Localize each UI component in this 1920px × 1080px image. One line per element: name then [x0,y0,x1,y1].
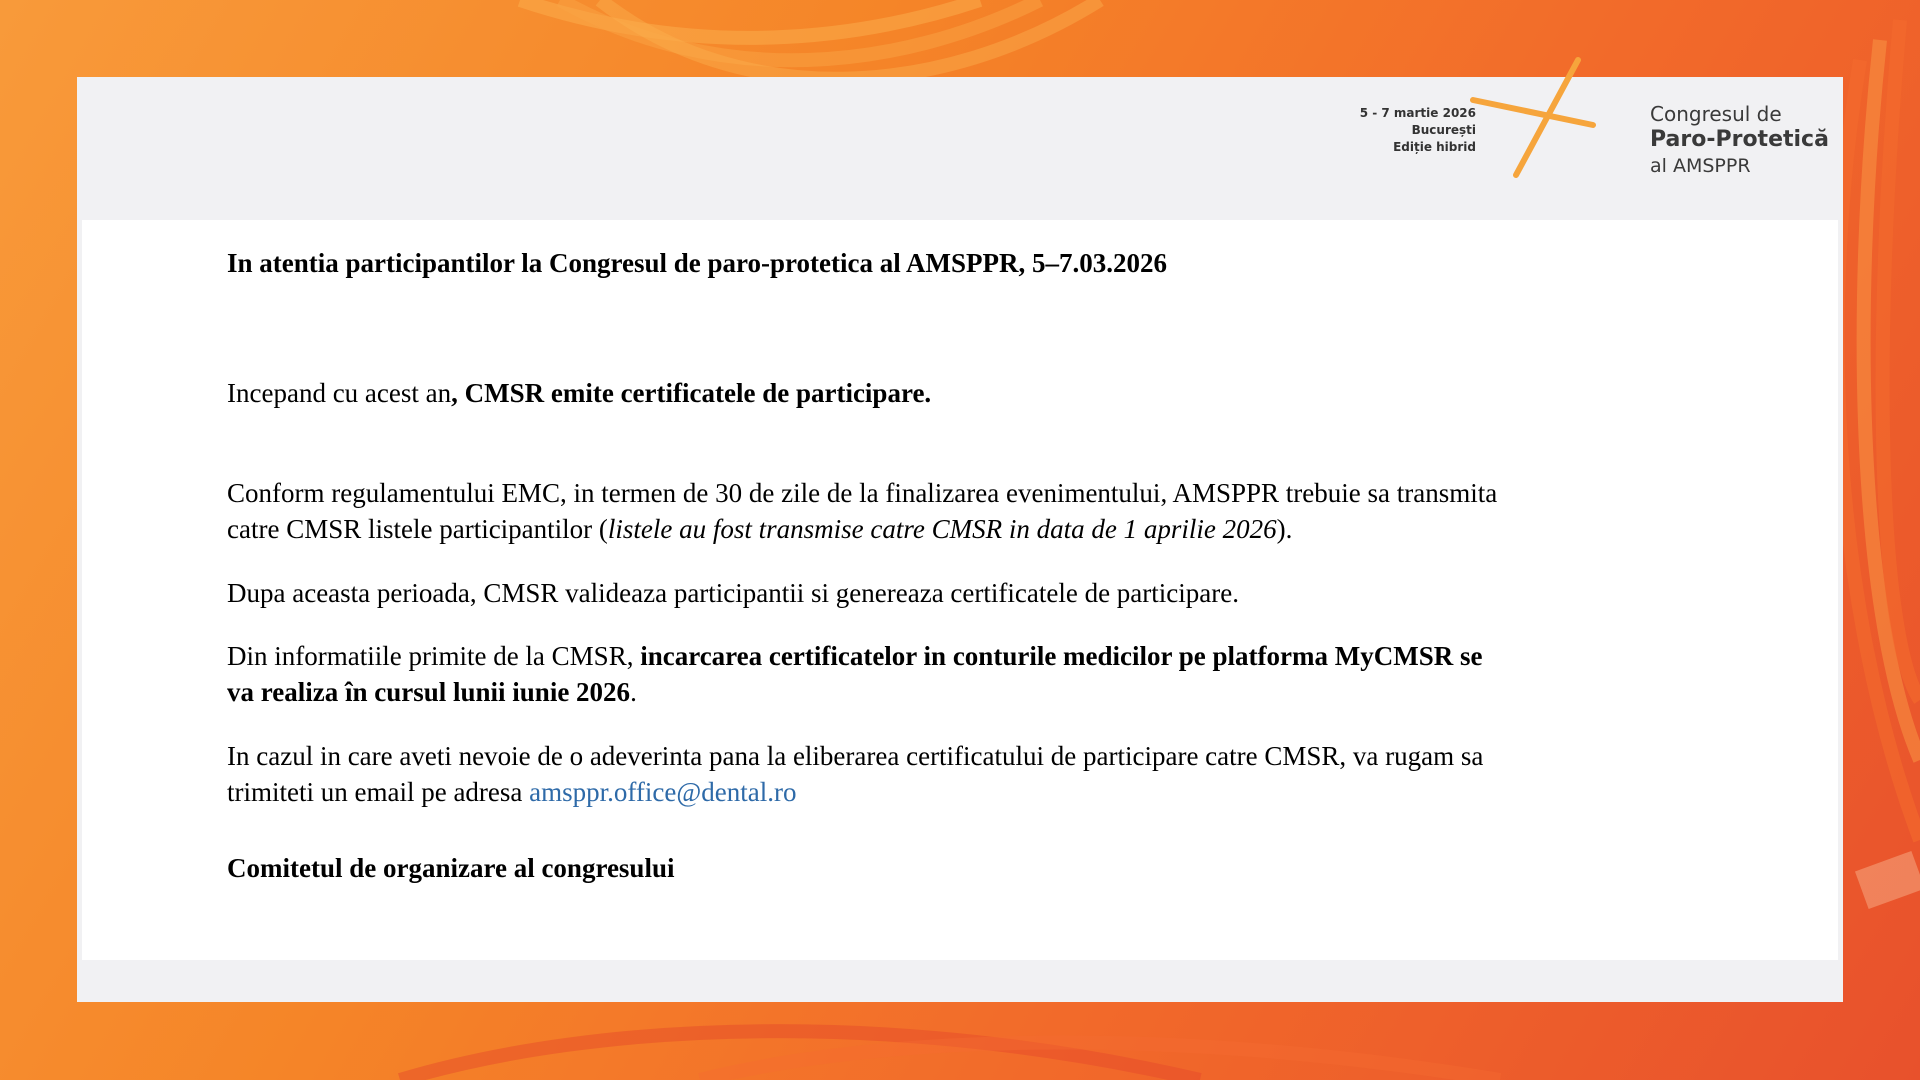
paragraph-emc-regulation: Conform regulamentului EMC, in termen de 30 de zile de la finalizarea evenimentului, AMSPPR trebuie sa transmita catre CMSR listele participantilor (listele au fost transmise catre CMSR in data de 1 aprilie 2026). [227,478,1498,544]
document-body [82,220,1838,960]
notice-card [77,77,1843,1002]
paragraph-upload-schedule: Din informatiile primite de la CMSR, incarcarea certificatelor in conturile medicilor pe platforma MyCMSR se va realiza în cursul lunii iunie 2026. [227,641,1483,707]
email-link[interactable]: amsppr.office@dental.ro [529,777,797,807]
congress-name-line1: Congresul de [1650,102,1782,126]
event-date: 5 - 7 martie 2026 [1359,106,1476,120]
congress-name-line3: al AMSPPR [1650,155,1751,177]
event-city: București [1411,123,1476,137]
paragraph-validation: Dupa aceasta perioada, CMSR valideaza participantii si genereaza certificatele de participare. [227,578,1239,608]
footer-band [77,960,1843,1002]
signature: Comitetul de organizare al congresului [227,853,675,883]
event-format: Ediție hibrid [1393,140,1476,154]
notice-heading: In atentia participantilor la Congresul de paro-protetica al AMSPPR, 5–7.03.2026 [227,248,1167,278]
congress-name-line2: Paro-Protetică [1650,127,1829,152]
congress-logo [1323,77,1843,220]
paragraph-cmsr-certificates: Incepand cu acest an, CMSR emite certificatele de participare. [227,378,932,408]
cross-logo-icon [1433,45,1603,215]
paragraph-certificate-request: In cazul in care aveti nevoie de o adeverinta pana la eliberarea certificatului de participare catre CMSR, va rugam sa trimiteti un email pe adresa amsppr.office@dental.ro [227,741,1484,807]
congress-name [1650,101,1829,179]
